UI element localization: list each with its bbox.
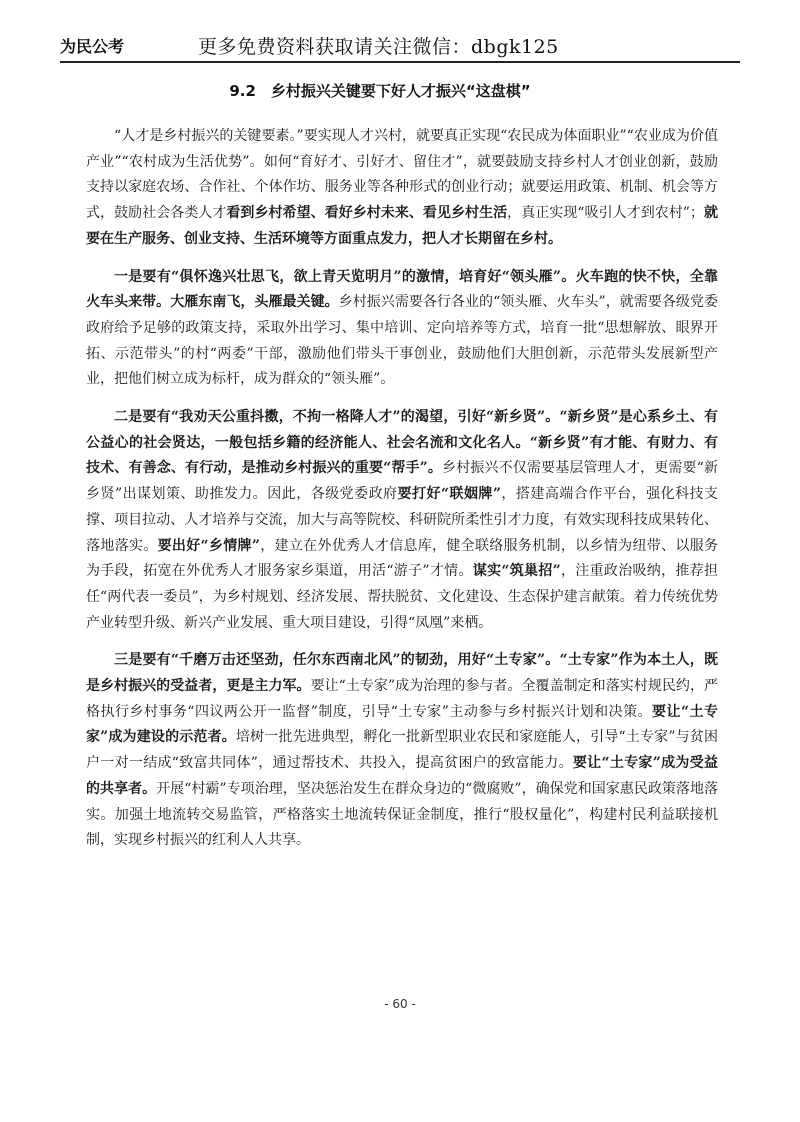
- document-body: [86, 124, 718, 866]
- page-header: [60, 30, 740, 64]
- paragraph-three: [86, 648, 718, 854]
- p2-text-4: ，注重政治吸纳，推荐担任“两代表一委员”，为乡村规划、经济发展、帮扶脱贫、文化建设、生态保护建言献策。着力传统优势产业转型升级、新兴产业发展、重大项目建设，引得“凤凰”来栖。: [86, 563, 719, 631]
- p1-bold-1: 一是要有“俱怀逸兴壮思飞，欲上青天览明月”的激情，培育好“领头雁”。火车跑的快不快，全靠火车头来带。大雁东南飞，头雁最关键。: [86, 268, 718, 311]
- p3-bold-2: 要让“土专家”成为建设的示范者。: [86, 703, 718, 746]
- p3-text-3: 开展“村霸”专项治理，坚决惩治发生在群众身边的“微腐败”，确保党和国家惠民政策落地落实。加强土地流转交易监管，严格落实土地流转保证金制度，推行“股权量化”，构建村民利益联接机制，实现乡村振兴的红利人人共享。: [86, 780, 718, 849]
- p2-text-3: ，建立在外优秀人才信息库，健全联络服务机制，以乡情为纽带、以服务为手段，拓宽在外优秀人才服务家乡渠道，用活“游子”才情。: [86, 537, 719, 580]
- p3-bold-1: 三是要有“千磨万击还坚劲，任尔东西南北风”的韧劲，用好“土专家”。“土专家”作为本土人，既是乡村振兴的受益者，更是主力军。: [86, 652, 718, 695]
- p3-text-1: 要让“土专家”成为治理的参与者。全覆盖制定和落实村规民约，严格执行乡村事务“四议两公开一监督”制度，引导“土专家”主动参与乡村振兴计划和决策。: [86, 678, 718, 720]
- p2-text-1: 乡村振兴不仅需要基层管理人才，更需要“新乡贤”出谋划策、助推发力。因此，各级党委政府: [86, 460, 718, 503]
- p2-bold-4: 谋实“筑巢招”: [472, 563, 561, 580]
- header-divider: [60, 61, 740, 63]
- brand-logo-text: 为民公考: [60, 37, 125, 56]
- p2-bold-2: 要打好“联姻牌”: [397, 486, 501, 503]
- p1-text-1: 乡村振兴需要各行各业的“领头雁、火车头”，就需要各级党委政府给予足够的政策支持，采取外出学习、集中培训、定向培养等方式，培育一批“思想解放、眼界开拓、示范带头”的村“两委”干部，激励他们带头干事创业，鼓励他们大胆创新，示范带头发展新型产业，把他们树立成为标杆，成为群众的“领头雁”。: [86, 294, 718, 388]
- p3-bold-3: 要让“土专家”成为受益的共享者。: [86, 755, 718, 797]
- p2-bold-3: 要出好“乡情牌”: [157, 537, 260, 554]
- p2-text-2: ，搭建高端合作平台，强化科技支撑、项目拉动、人才培养与交流，加大与高等院校、科研院所柔性引才力度，有效实现科技成果转化、落地落实。: [86, 486, 719, 554]
- page-number: - 60 -: [384, 997, 416, 1011]
- intro-bold-1: 看到乡村希望、看好乡村未来、看见乡村生活: [226, 205, 508, 222]
- paragraph-one: [86, 265, 718, 394]
- paragraph-two: [86, 405, 718, 636]
- section-title: 9.2 乡村振兴关键要下好人才振兴“这盘棋”: [229, 82, 531, 100]
- p3-text-2: 培树一批先进典型，孵化一批新型职业农民和家庭能人，引导“土专家”与贫困户一对一结成“致富共同体”，通过帮技术、共投入，提高贫困户的致富能力。: [86, 729, 718, 772]
- intro-text-2: ，真正实现“吸引人才到农村”；: [507, 205, 704, 222]
- header-slogan: 更多免费资料获取请关注微信：dbgk125: [198, 36, 559, 58]
- intro-paragraph: [86, 124, 718, 253]
- intro-text-1: “人才是乡村振兴的关键要素。”要实现人才兴村，就要真正实现“农民成为体面职业”“农业成为价值产业”“农村成为生活优势”。如何“育好才、引好才、留住才”，就要鼓励支持乡村人才创业创新，鼓励支持以家庭农场、合作社、个体作坊、服务业等各种形式的创业行动；就要运用政策、机制、机会等方式，鼓励社会各类人才: [86, 128, 718, 222]
- p2-bold-1: 二是要有“我劝天公重抖擞，不拘一格降人才”的渴望，引好“新乡贤”。“新乡贤”是心系乡土、有公益心的社会贤达，一般包括乡籍的经济能人、社会名流和文化名人。“新乡贤”有才能、有财力、有技术、有善念、有行动，是推动乡村振兴的重要“帮手”。: [86, 409, 718, 477]
- intro-bold-2: 就要在生产服务、创业支持、生活环境等方面重点发力，把人才长期留在乡村。: [86, 205, 719, 247]
